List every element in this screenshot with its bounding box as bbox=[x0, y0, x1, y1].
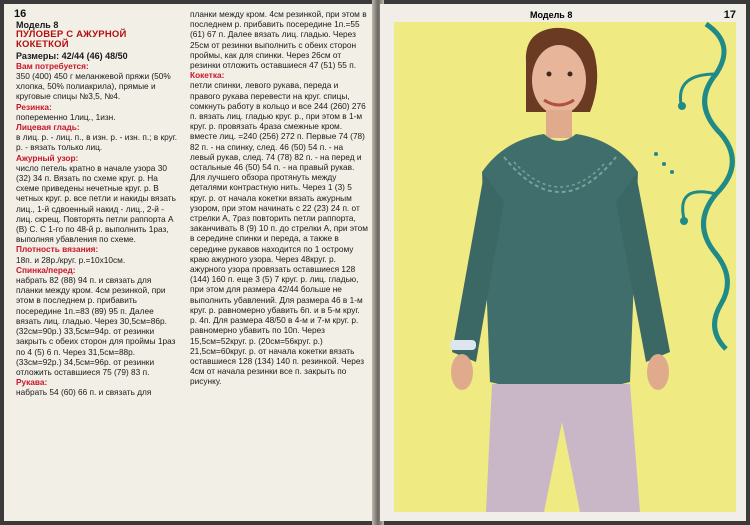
pattern-title: ПУЛОВЕР С АЖУРНОЙ КОКЕТКОЙ bbox=[16, 29, 127, 51]
section-text: набрать 54 (60) 66 п. и связать для bbox=[16, 387, 152, 398]
section-text: 350 (400) 450 г меланжевой пряжи (50% хлопка, 50% полиакрила), прямые и круговые спицы №3,5, №4. bbox=[16, 71, 171, 102]
model-label: Модель 8 bbox=[16, 20, 59, 30]
left-column bbox=[16, 20, 180, 398]
sizes-line: Размеры: 42/44 (46) 48/50 bbox=[16, 50, 128, 61]
section-heading: Кокетка: bbox=[190, 70, 225, 81]
decorative-swirl-icon bbox=[636, 4, 746, 364]
section-text: планки между кром. 4см резинкой, при этом в последнем р. прибавить посередине 1п.=55 (61) 67 п. Далее вязать лиц. гладью. Через 25см от резинки выполнить с обеих сторон проймы, как для спинки. Через 26см от резинки отложить оставшиеся 47 (51) 55 п. bbox=[190, 9, 367, 71]
right-page-number: 17 bbox=[723, 9, 736, 21]
section-heading: Ажурный узор: bbox=[16, 152, 79, 163]
section-text: набрать 82 (88) 94 п. и связать для планки между кром. 4см резинкой, при этом в последнем р. прибавить посередине 1п.=83 (89) 95 п. Далее вязать лиц. гладью. Через 30,5см=86р. (32см=90р.) 33,5см=94р. от резинки закрыть с обеих сторон для проймы 1раз по 4 (5) 6 п. Через 31,5см=88р. (33см=92р.) 34,5см=96р. от резинки отложить оставшиеся 75 (79) 83 п. bbox=[16, 275, 176, 377]
section-text: попеременно 1лиц., 1изн. bbox=[16, 111, 116, 122]
section-text: 18п. и 28р./круг. р.=10х10см. bbox=[16, 254, 126, 265]
right-column bbox=[190, 9, 368, 387]
instructions-column-1 bbox=[16, 61, 180, 398]
section-heading: Спинка/перед: bbox=[16, 264, 76, 275]
left-page-number: 16 bbox=[14, 8, 27, 20]
instructions-column-2 bbox=[190, 9, 368, 387]
section-heading: Вам потребуется: bbox=[16, 60, 89, 71]
section-heading: Лицевая гладь: bbox=[16, 122, 80, 133]
section-heading: Плотность вязания: bbox=[16, 244, 99, 255]
section-heading: Рукава: bbox=[16, 377, 48, 388]
right-model-label: Модель 8 bbox=[530, 10, 573, 20]
section-text: число петель кратно в начале узора 30 (32) 34 п. Вязать по схеме круг. р. На схеме приведены нечетные круг. р. В четных круг. р. все петли и накиды вязать лиц., 1-й сдвоенный накид - лиц., 2-й - лиц. скрещ. Повторять петли раппорта А (В) С. С 1-го по 48-й р. выполнить 1раз, выполняя убавления по схеме. bbox=[16, 162, 176, 245]
section-text: в лиц. р. - лиц. п., в изн. р. - изн. п.; в круг. р. - вязать только лиц. bbox=[16, 132, 178, 153]
left-page bbox=[4, 4, 376, 521]
section-text: петли спинки, левого рукава, переда и правого рукава перевести на круг. спицы, сомкнуть работу в кольцо и все 244 (260) 276 п. вязать лиц. гладью круг. р., при этом в 1-м круг. р. провязать 4раза смежные кром. вместе лиц. =240 (256) 272 п. Первые 74 (78) 82 п. - на спинку, след. 46 (50) 54 п. - на левый рукав, след. 74 (78) 82 п. - на перед и остальные 46 (50) 54 п. - на правый рукав. Для лучшего обзора протянуть между деталями контрастную нить. Через 1 (3) 5 круг. р. от начала кокетки вязать ажурным узором, при этом начинать с 22 (23) 24 п. от стрелки А, 7раз повторить петли раппорта, заканчивать 8 (9) 10 п. до стрелки А, при этом в середине спинки и переда, а также в середине рукавов находится по 1 острому краю ажурного узора. Через 48круг. р. ажурного узора провязать оставшиеся 128 (144) 160 п. еще 3 (5) 7 круг. р. лиц. гладью, при этом для размера 42/44 больше не выполнить убавлений. Для размера 46 в 1-м круг. р. равномерно убавить 6п. и в 5-м круг. р. 4п. Для размера 48/50 в 4-м и 7-м круг. р. равномерно убавить по 10п. Через 15,5см=52круг. р. (20см=56круг. р.) 21,5см=60круг. р. от начала кокетки вязать оставшиеся 128 (134) 140 п. резинкой. Через 4см от начала резинки все п. закрыть по рисунку. bbox=[190, 80, 368, 387]
right-page bbox=[380, 4, 746, 521]
section-heading: Резинка: bbox=[16, 101, 52, 112]
